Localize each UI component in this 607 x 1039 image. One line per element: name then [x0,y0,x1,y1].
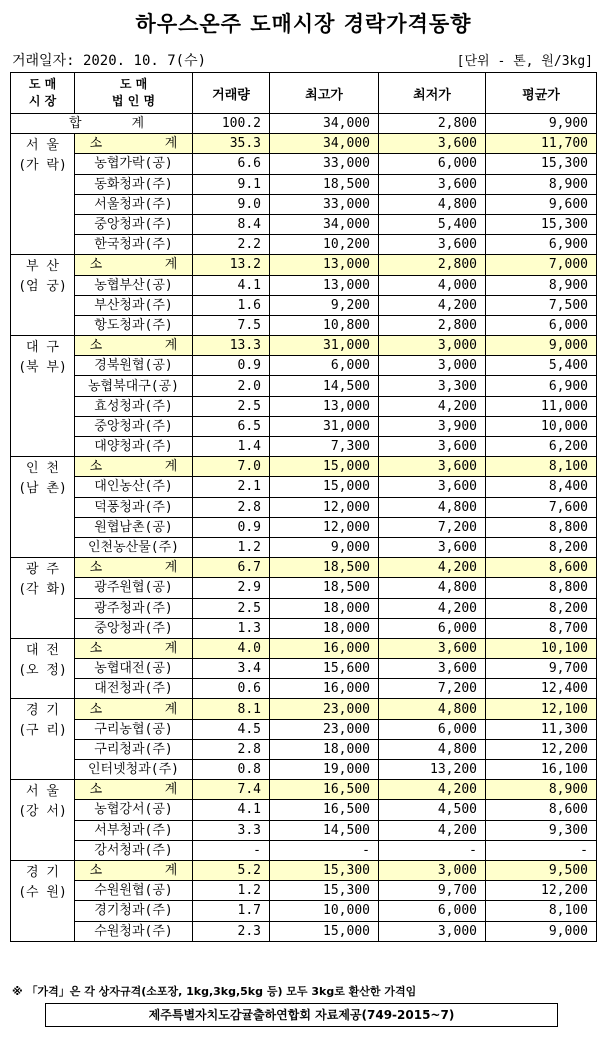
market-district: (엄 궁) [18,279,67,295]
corp-name: 소 계 [75,860,193,880]
corp-name: 농협강서(공) [75,800,193,820]
volume-cell: 0.9 [193,356,270,376]
volume-cell: 7.4 [193,780,270,800]
max-price-cell: 18,500 [270,558,379,578]
header-min: 최저가 [379,73,486,114]
max-price-cell: 15,300 [270,860,379,880]
corp-name: 농협북대구(공) [75,376,193,396]
max-price-cell: 18,500 [270,174,379,194]
subtotal-row [11,780,597,800]
market-name [11,255,75,336]
max-price-cell: 13,000 [270,275,379,295]
avg-price-cell: 8,600 [486,558,597,578]
volume-cell: 13.2 [193,255,270,275]
corp-name: 소 계 [75,336,193,356]
corp-name: 효성청과(주) [75,396,193,416]
max-price-cell: 10,200 [270,235,379,255]
min-price-cell: 3,000 [379,336,486,356]
unit-label: [단위 - 톤, 원/3kg] [456,54,593,69]
table-row [11,416,597,436]
market-name [11,336,75,457]
volume-cell: 0.6 [193,679,270,699]
avg-price-cell: 8,600 [486,800,597,820]
market-district: (구 리) [18,723,67,739]
header-row [11,73,597,114]
avg-price-cell: 7,500 [486,295,597,315]
market-name [11,860,75,941]
market-district: (각 화) [18,582,67,598]
avg-price-cell: 12,200 [486,881,597,901]
corp-name: 소 계 [75,780,193,800]
total-avg: 9,900 [486,114,597,134]
table-row [11,598,597,618]
min-price-cell: 6,000 [379,719,486,739]
subtotal-row [11,457,597,477]
min-price-cell: 9,700 [379,881,486,901]
market-district: (남 촌) [18,481,67,497]
corp-name: 소 계 [75,134,193,154]
min-price-cell: 3,600 [379,437,486,457]
avg-price-cell: 9,300 [486,820,597,840]
corp-name: 중앙청과(주) [75,416,193,436]
total-min: 2,800 [379,114,486,134]
avg-price-cell: 16,100 [486,760,597,780]
volume-cell: 8.1 [193,699,270,719]
volume-cell: 9.1 [193,174,270,194]
avg-price-cell: 9,500 [486,860,597,880]
min-price-cell: 5,400 [379,214,486,234]
avg-price-cell: 10,000 [486,416,597,436]
max-price-cell: 10,000 [270,901,379,921]
subtotal-row [11,558,597,578]
min-price-cell: 6,000 [379,901,486,921]
table-row [11,356,597,376]
table-row [11,679,597,699]
corp-name: 구리농협(공) [75,719,193,739]
volume-cell: 5.2 [193,860,270,880]
avg-price-cell: 9,600 [486,194,597,214]
max-price-cell: 13,000 [270,255,379,275]
min-price-cell: 2,800 [379,255,486,275]
max-price-cell: 33,000 [270,194,379,214]
table-row [11,840,597,860]
price-table [10,72,597,942]
table-row [11,497,597,517]
max-price-cell: 12,000 [270,517,379,537]
table-row [11,235,597,255]
subtotal-row [11,699,597,719]
table-row [11,477,597,497]
min-price-cell: 3,600 [379,457,486,477]
max-price-cell: 18,000 [270,739,379,759]
corp-name: 농협부산(공) [75,275,193,295]
corp-name: 광주원협(공) [75,578,193,598]
corp-name: 광주청과(주) [75,598,193,618]
market-district: (가 락) [18,158,67,174]
min-price-cell: 4,800 [379,194,486,214]
volume-cell: 2.3 [193,921,270,941]
max-price-cell: 18,000 [270,598,379,618]
max-price-cell: 10,800 [270,315,379,335]
max-price-cell: - [270,840,379,860]
header-corp-line1: 도 매 [119,77,148,91]
volume-cell: 6.6 [193,154,270,174]
volume-cell: 35.3 [193,134,270,154]
min-price-cell: 4,800 [379,497,486,517]
min-price-cell: 3,000 [379,921,486,941]
max-price-cell: 9,000 [270,537,379,557]
header-corp [75,73,193,114]
avg-price-cell: 8,400 [486,477,597,497]
avg-price-cell: 9,700 [486,659,597,679]
min-price-cell: 3,600 [379,537,486,557]
max-price-cell: 13,000 [270,396,379,416]
max-price-cell: 33,000 [270,154,379,174]
min-price-cell: 6,000 [379,154,486,174]
avg-price-cell: 12,100 [486,699,597,719]
table-row [11,719,597,739]
corp-name: 대인농산(주) [75,477,193,497]
max-price-cell: 15,000 [270,457,379,477]
min-price-cell: 4,200 [379,295,486,315]
avg-price-cell: 7,000 [486,255,597,275]
volume-cell: 6.5 [193,416,270,436]
table-row [11,194,597,214]
header-market-line2: 시 장 [28,94,57,108]
max-price-cell: 31,000 [270,336,379,356]
corp-name: 항도청과(주) [75,315,193,335]
max-price-cell: 15,000 [270,477,379,497]
corp-name: 부산청과(주) [75,295,193,315]
volume-cell: 7.5 [193,315,270,335]
avg-price-cell: 12,200 [486,739,597,759]
corp-name: 인터넷청과(주) [75,760,193,780]
min-price-cell: 4,800 [379,578,486,598]
avg-price-cell: 6,900 [486,376,597,396]
max-price-cell: 23,000 [270,719,379,739]
max-price-cell: 16,000 [270,679,379,699]
table-row [11,901,597,921]
avg-price-cell: 9,000 [486,921,597,941]
avg-price-cell: 11,700 [486,134,597,154]
market-city: 대 구 [26,340,59,356]
avg-price-cell: 7,600 [486,497,597,517]
min-price-cell: 3,600 [379,659,486,679]
corp-name: 농협가락(공) [75,154,193,174]
volume-cell: 0.9 [193,517,270,537]
max-price-cell: 34,000 [270,134,379,154]
avg-price-cell: 8,900 [486,174,597,194]
volume-cell: 8.4 [193,214,270,234]
table-row [11,174,597,194]
market-city: 경 기 [26,864,59,880]
subtotal-row [11,638,597,658]
table-row [11,396,597,416]
avg-price-cell: 12,400 [486,679,597,699]
table-row [11,739,597,759]
volume-cell: 1.7 [193,901,270,921]
volume-cell: 3.4 [193,659,270,679]
volume-cell: 2.0 [193,376,270,396]
table-row [11,760,597,780]
max-price-cell: 15,300 [270,881,379,901]
max-price-cell: 18,000 [270,618,379,638]
volume-cell: 2.2 [193,235,270,255]
corp-name: 중앙청과(주) [75,618,193,638]
avg-price-cell: 15,300 [486,154,597,174]
table-row [11,214,597,234]
header-avg: 평균가 [486,73,597,114]
market-name [11,134,75,255]
min-price-cell: 4,800 [379,699,486,719]
header-market-line1: 도 매 [28,77,57,91]
market-city: 대 전 [26,642,59,658]
table-row [11,517,597,537]
min-price-cell: 3,000 [379,860,486,880]
volume-cell: 6.7 [193,558,270,578]
header-market [11,73,75,114]
subtotal-row [11,255,597,275]
market-name [11,638,75,699]
avg-price-cell: 15,300 [486,214,597,234]
volume-cell: 4.5 [193,719,270,739]
corp-name: 인천농산물(주) [75,537,193,557]
table-row [11,537,597,557]
avg-price-cell: 8,100 [486,457,597,477]
avg-price-cell: 8,800 [486,578,597,598]
min-price-cell: 4,200 [379,558,486,578]
volume-cell: 2.9 [193,578,270,598]
total-label: 합 계 [11,114,193,134]
max-price-cell: 15,000 [270,921,379,941]
price-note: ※ 「가격」은 각 상자규격(소포장, 1kg,3kg,5kg 등) 모두 3kg로 환산한 가격임 [12,985,417,998]
market-name [11,457,75,558]
max-price-cell: 19,000 [270,760,379,780]
market-district: (수 원) [18,884,67,900]
min-price-cell: 7,200 [379,679,486,699]
max-price-cell: 34,000 [270,214,379,234]
avg-price-cell: 5,400 [486,356,597,376]
header-max: 최고가 [270,73,379,114]
min-price-cell: 3,600 [379,638,486,658]
corp-name: 소 계 [75,699,193,719]
volume-cell: 4.0 [193,638,270,658]
subtotal-row [11,134,597,154]
volume-cell: 2.8 [193,497,270,517]
avg-price-cell: 8,800 [486,517,597,537]
table-row [11,295,597,315]
trade-date: 거래일자: 2020. 10. 7(수) [12,53,207,69]
market-city: 광 주 [26,562,59,578]
min-price-cell: 13,200 [379,760,486,780]
avg-price-cell: 11,000 [486,396,597,416]
volume-cell: 1.2 [193,881,270,901]
min-price-cell: 4,200 [379,780,486,800]
market-city: 부 산 [26,259,59,275]
source-footer: 제주특별자치도감귤출하연합회 자료제공(749-2015~7) [45,1003,558,1027]
subtotal-row [11,336,597,356]
corp-name: 중앙청과(주) [75,214,193,234]
table-row [11,578,597,598]
corp-name: 경북원협(공) [75,356,193,376]
volume-cell: 1.2 [193,537,270,557]
volume-cell: 2.1 [193,477,270,497]
min-price-cell: 3,000 [379,356,486,376]
corp-name: 소 계 [75,457,193,477]
corp-name: 서울청과(주) [75,194,193,214]
avg-price-cell: 10,100 [486,638,597,658]
min-price-cell: 4,500 [379,800,486,820]
corp-name: 수원청과(주) [75,921,193,941]
min-price-cell: 4,200 [379,820,486,840]
min-price-cell: 7,200 [379,517,486,537]
avg-price-cell: 9,000 [486,336,597,356]
volume-cell: 2.8 [193,739,270,759]
corp-name: 소 계 [75,558,193,578]
max-price-cell: 16,500 [270,780,379,800]
max-price-cell: 6,000 [270,356,379,376]
market-district: (강 서) [18,804,67,820]
min-price-cell: 3,600 [379,174,486,194]
min-price-cell: 2,800 [379,315,486,335]
volume-cell: 2.5 [193,598,270,618]
volume-cell: 0.8 [193,760,270,780]
corp-name: 원협남촌(공) [75,517,193,537]
corp-name: 한국청과(주) [75,235,193,255]
corp-name: 강서청과(주) [75,840,193,860]
corp-name: 구리청과(주) [75,739,193,759]
min-price-cell: 4,200 [379,396,486,416]
corp-name: 수원원협(공) [75,881,193,901]
subtotal-row [11,860,597,880]
avg-price-cell: 11,300 [486,719,597,739]
total-volume: 100.2 [193,114,270,134]
table-row [11,154,597,174]
corp-name: 경기청과(주) [75,901,193,921]
market-city: 서 울 [26,784,59,800]
volume-cell: 9.0 [193,194,270,214]
table-row [11,800,597,820]
corp-name: 대양청과(주) [75,437,193,457]
table-row [11,820,597,840]
market-name [11,699,75,780]
max-price-cell: 9,200 [270,295,379,315]
table-row [11,275,597,295]
market-name [11,780,75,861]
avg-price-cell: 8,100 [486,901,597,921]
market-city: 서 울 [26,138,59,154]
min-price-cell: 6,000 [379,618,486,638]
avg-price-cell: - [486,840,597,860]
max-price-cell: 7,300 [270,437,379,457]
volume-cell: 4.1 [193,800,270,820]
corp-name: 소 계 [75,638,193,658]
header-volume: 거래량 [193,73,270,114]
page-title: 하우스온주 도매시장 경락가격동향 [135,12,472,36]
max-price-cell: 23,000 [270,699,379,719]
corp-name: 덕풍청과(주) [75,497,193,517]
min-price-cell: 4,000 [379,275,486,295]
corp-name: 대전청과(주) [75,679,193,699]
min-price-cell: - [379,840,486,860]
min-price-cell: 4,200 [379,598,486,618]
table-row [11,659,597,679]
avg-price-cell: 8,200 [486,537,597,557]
max-price-cell: 31,000 [270,416,379,436]
avg-price-cell: 8,900 [486,780,597,800]
min-price-cell: 3,600 [379,477,486,497]
min-price-cell: 3,600 [379,134,486,154]
market-district: (오 정) [18,662,67,678]
min-price-cell: 4,800 [379,739,486,759]
table-row [11,618,597,638]
max-price-cell: 16,000 [270,638,379,658]
market-city: 경 기 [26,703,59,719]
table-row [11,881,597,901]
min-price-cell: 3,600 [379,235,486,255]
max-price-cell: 14,500 [270,820,379,840]
min-price-cell: 3,900 [379,416,486,436]
table-row [11,315,597,335]
market-city: 인 천 [26,461,59,477]
avg-price-cell: 6,900 [486,235,597,255]
avg-price-cell: 8,200 [486,598,597,618]
avg-price-cell: 8,700 [486,618,597,638]
max-price-cell: 14,500 [270,376,379,396]
max-price-cell: 12,000 [270,497,379,517]
corp-name: 농협대전(공) [75,659,193,679]
corp-name: 소 계 [75,255,193,275]
volume-cell: - [193,840,270,860]
volume-cell: 13.3 [193,336,270,356]
avg-price-cell: 6,200 [486,437,597,457]
market-district: (북 부) [18,360,67,376]
volume-cell: 1.4 [193,437,270,457]
avg-price-cell: 6,000 [486,315,597,335]
market-name [11,558,75,639]
min-price-cell: 3,300 [379,376,486,396]
volume-cell: 1.3 [193,618,270,638]
corp-name: 동화청과(주) [75,174,193,194]
volume-cell: 1.6 [193,295,270,315]
volume-cell: 7.0 [193,457,270,477]
max-price-cell: 15,600 [270,659,379,679]
volume-cell: 4.1 [193,275,270,295]
header-corp-line2: 법 인 명 [111,94,156,108]
volume-cell: 2.5 [193,396,270,416]
total-row [11,114,597,134]
total-max: 34,000 [270,114,379,134]
max-price-cell: 18,500 [270,578,379,598]
table-row [11,921,597,941]
max-price-cell: 16,500 [270,800,379,820]
volume-cell: 3.3 [193,820,270,840]
table-row [11,376,597,396]
corp-name: 서부청과(주) [75,820,193,840]
table-row [11,437,597,457]
avg-price-cell: 8,900 [486,275,597,295]
